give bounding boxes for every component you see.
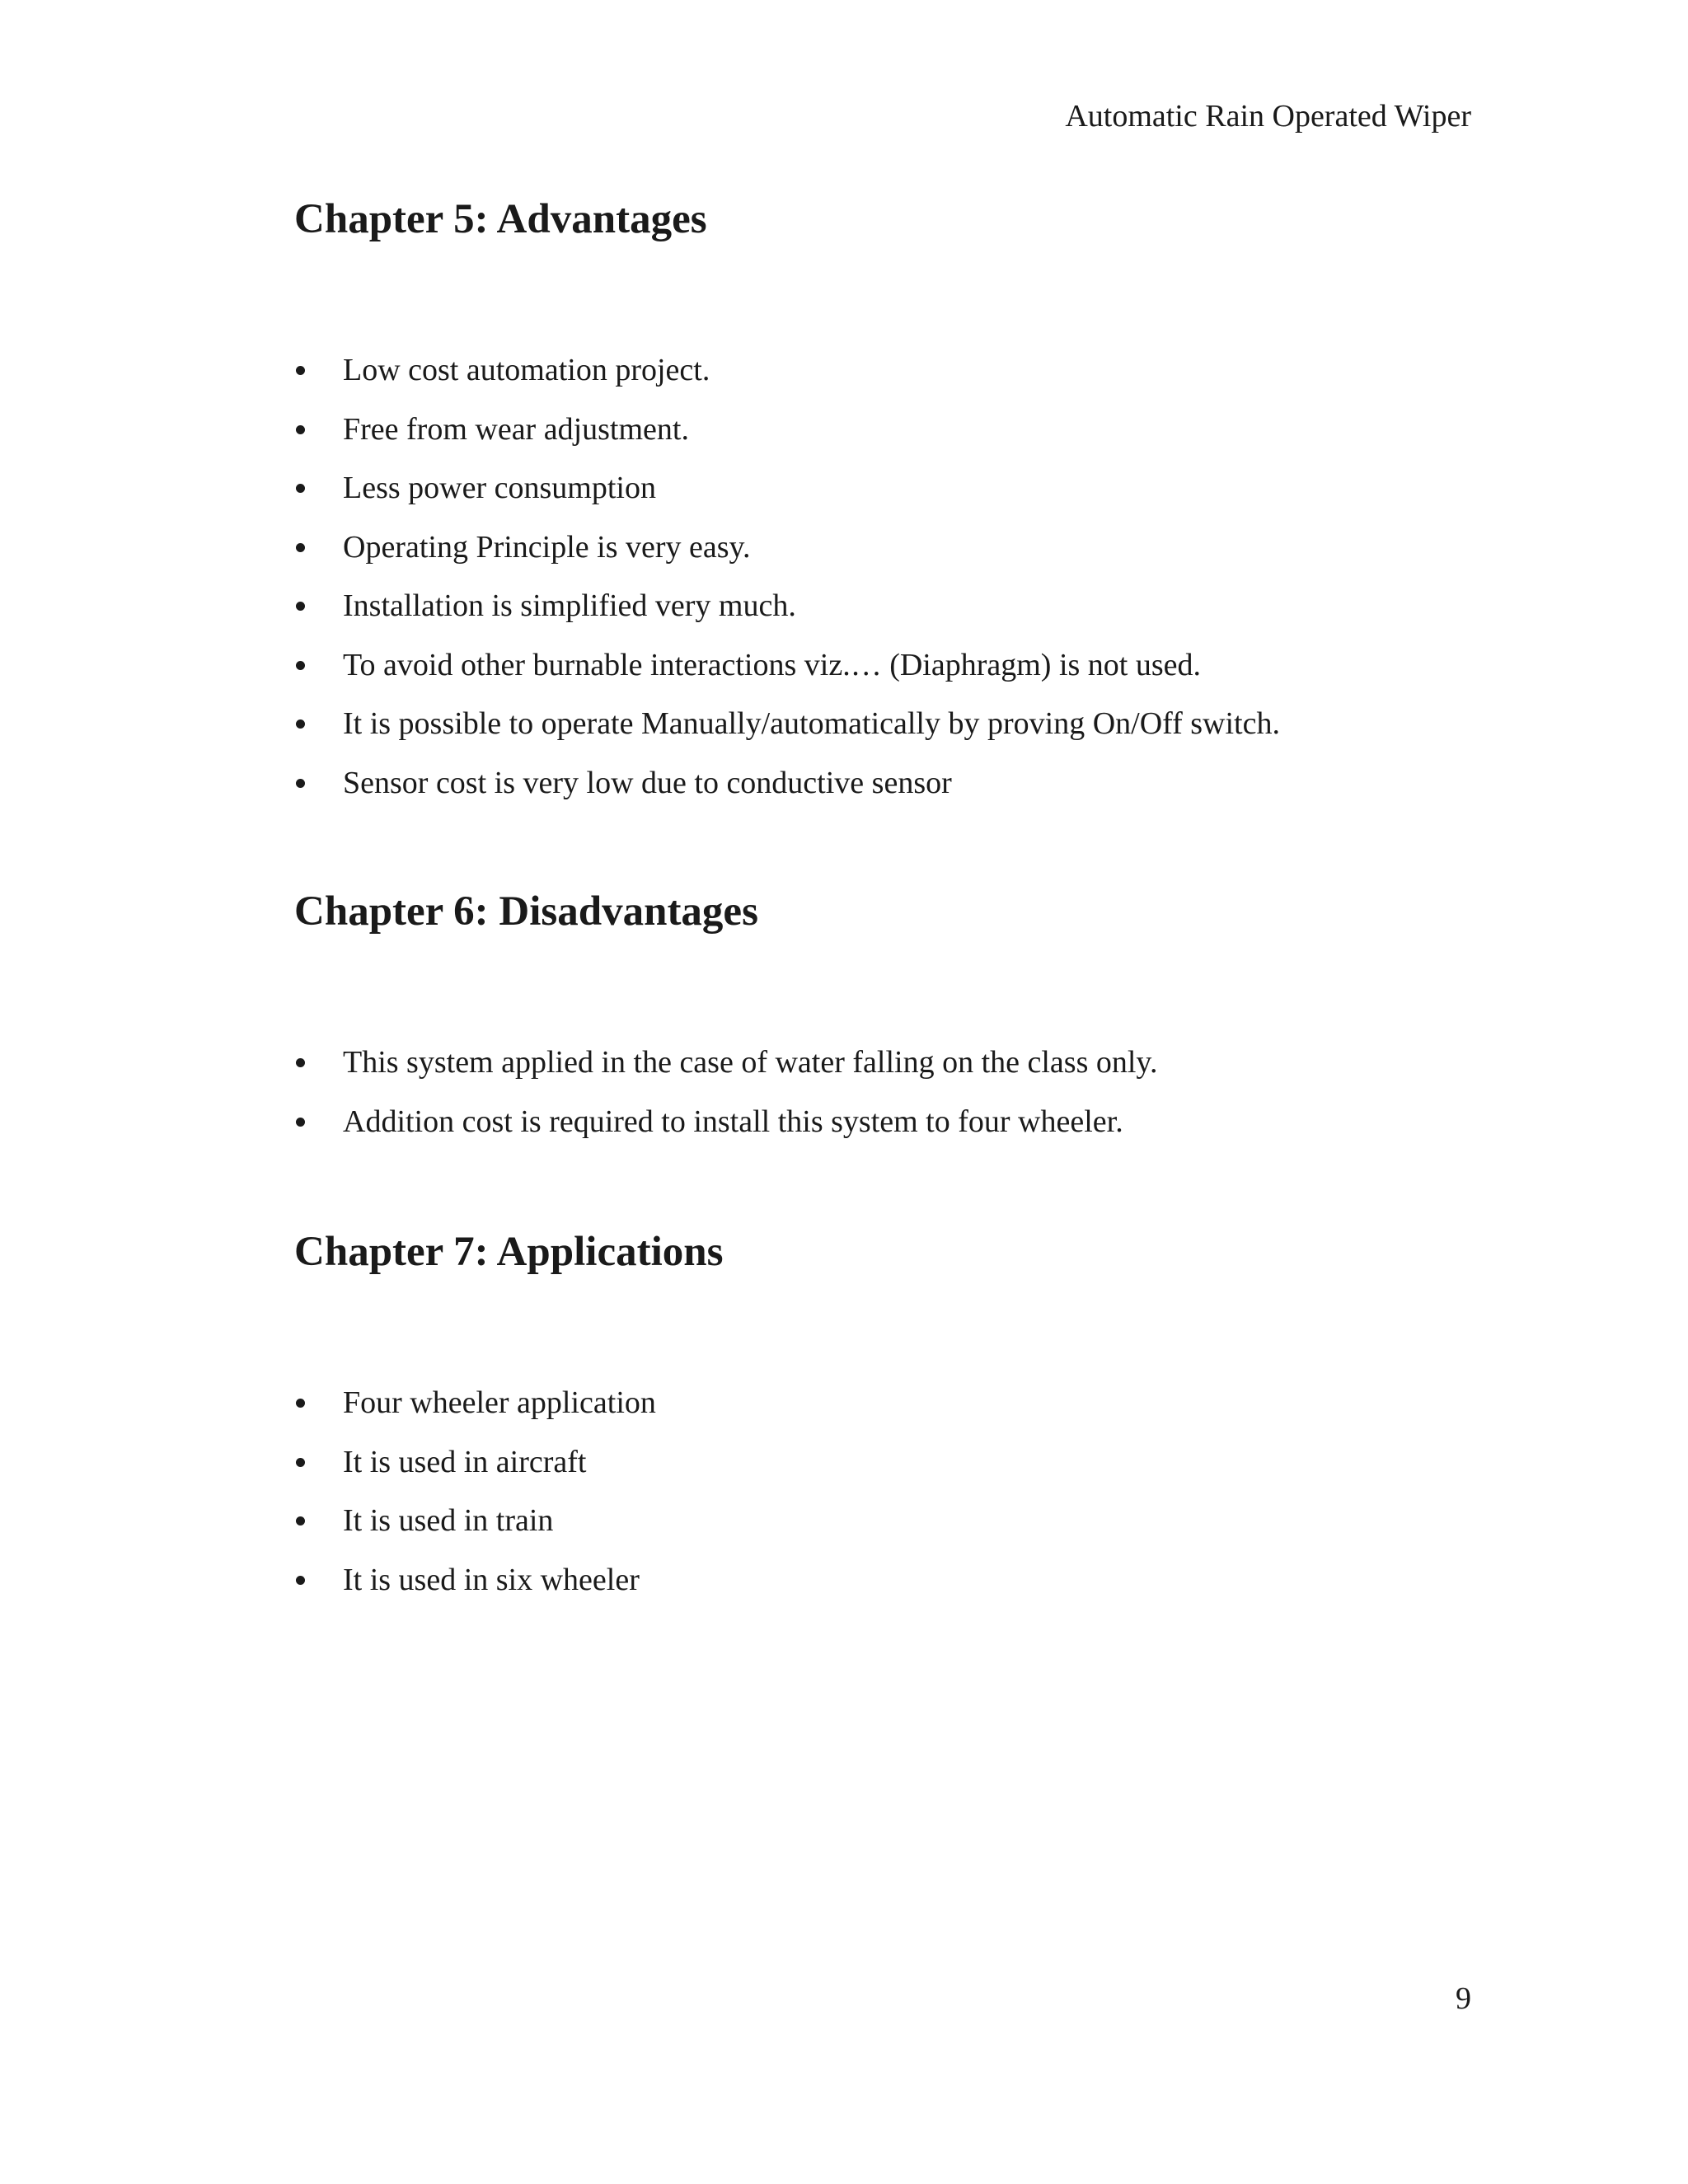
bullet-icon — [296, 366, 305, 375]
list-item: This system applied in the case of water falling on the class only. — [294, 1042, 1473, 1101]
bullet-icon — [296, 779, 305, 788]
bullet-icon — [296, 1118, 305, 1127]
bullet-icon — [296, 661, 305, 670]
list-item: It is used in train — [294, 1500, 1473, 1559]
chapter-title: Chapter 7: Applications — [294, 1229, 724, 1275]
list-item: Addition cost is required to install this system to four wheeler. — [294, 1101, 1473, 1160]
list-item: Four wheeler application — [294, 1382, 1473, 1441]
chapter-title: Chapter 5: Advantages — [294, 196, 707, 242]
bullet-list — [294, 1382, 1473, 1618]
list-item: It is possible to operate Manually/automatically by proving On/Off switch. — [294, 703, 1473, 762]
list-item: Less power consumption — [294, 467, 1473, 527]
chapter-title: Chapter 6: Disadvantages — [294, 888, 758, 935]
bullet-icon — [296, 543, 305, 552]
bullet-list — [294, 349, 1473, 821]
bullet-icon — [296, 1399, 305, 1408]
bullet-icon — [296, 1516, 305, 1526]
list-item: To avoid other burnable interactions viz.… (Diaphragm) is not used. — [294, 644, 1473, 704]
bullet-icon — [296, 1576, 305, 1585]
list-item: Sensor cost is very low due to conductive sensor — [294, 762, 1473, 822]
section-applications — [294, 1226, 1473, 1618]
section-disadvantages — [294, 885, 1473, 1160]
list-item: It is used in aircraft — [294, 1441, 1473, 1501]
section-advantages — [294, 193, 1473, 821]
list-item: Installation is simplified very much. — [294, 585, 1473, 644]
bullet-list — [294, 1042, 1473, 1160]
bullet-icon — [296, 719, 305, 729]
list-item: Low cost automation project. — [294, 349, 1473, 409]
list-item: Free from wear adjustment. — [294, 409, 1473, 468]
bullet-icon — [296, 484, 305, 493]
running-header: Automatic Rain Operated Wiper — [1065, 99, 1471, 134]
bullet-icon — [296, 425, 305, 434]
bullet-icon — [296, 602, 305, 611]
bullet-icon — [296, 1458, 305, 1467]
page-number: 9 — [1456, 1981, 1471, 2016]
bullet-icon — [296, 1058, 305, 1067]
list-item: Operating Principle is very easy. — [294, 527, 1473, 586]
list-item: It is used in six wheeler — [294, 1559, 1473, 1619]
